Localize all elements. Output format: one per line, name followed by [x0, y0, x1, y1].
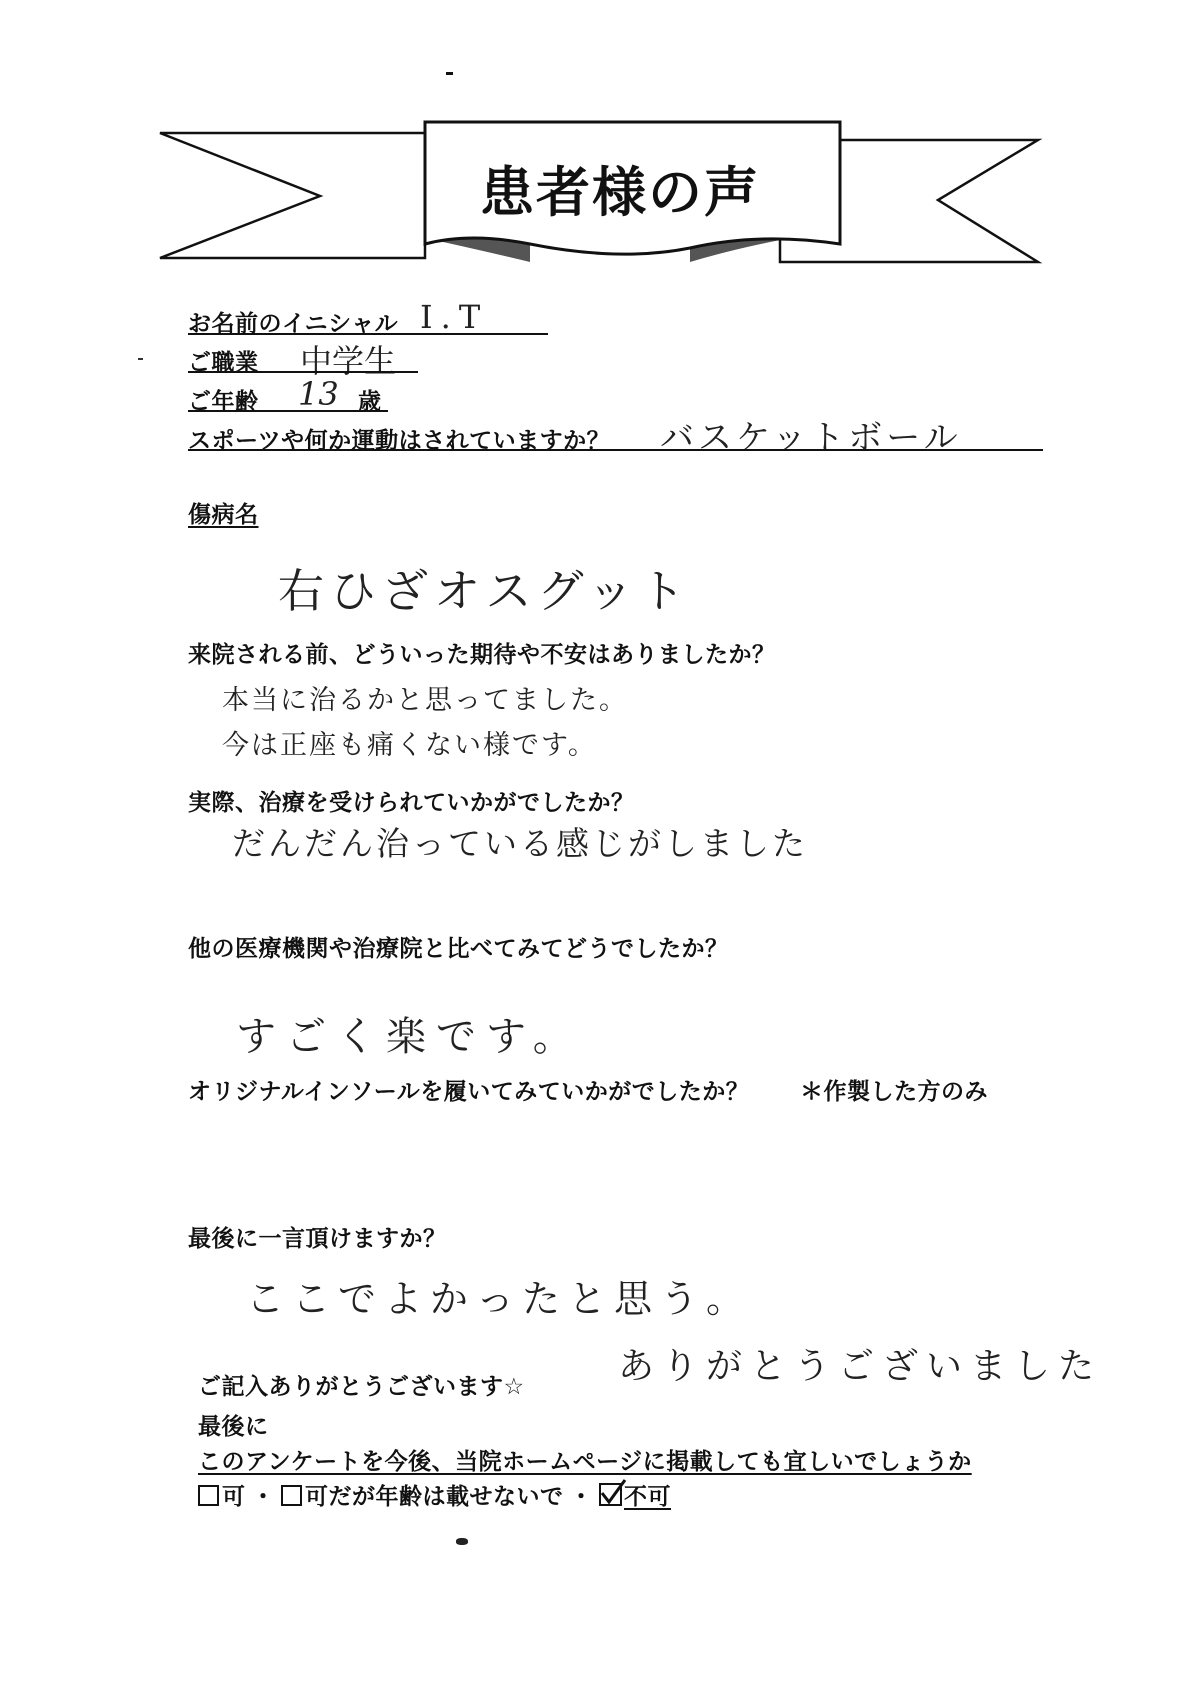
age-unit: 歳 — [358, 389, 382, 415]
checkbox-allow[interactable] — [198, 1485, 219, 1506]
age-underline — [188, 410, 388, 412]
scan-speck — [456, 1538, 468, 1545]
checkbox-allow-no-age[interactable] — [281, 1485, 302, 1506]
consent-options — [198, 1478, 671, 1511]
answer-comparison: すごく楽です。 — [236, 1014, 583, 1060]
consent-question: このアンケートを今後、当院ホームページに掲載しても宜しいでしょうか — [198, 1449, 972, 1475]
sports-label: スポーツや何か運動はされていますか？ — [188, 428, 611, 454]
sports-value: バスケットボール — [660, 418, 962, 458]
scan-speck — [138, 358, 143, 360]
occupation-value: 中学生 — [300, 342, 397, 380]
age-value: 13 — [298, 375, 339, 413]
question-last-word: 最後に一言頂けますか？ — [188, 1226, 447, 1252]
occupation-label: ご職業 — [188, 350, 259, 376]
answer-last-word-line1: ここでよかったと思う。 — [246, 1277, 753, 1321]
injury-value: 右ひざオスグット — [278, 564, 692, 618]
initials-value: I.T — [420, 298, 489, 336]
question-expectations: 来院される前、どういった期待や不安はありましたか？ — [188, 642, 776, 668]
question-treatment: 実際、治療を受けられていかがでしたか？ — [188, 790, 635, 816]
question-comparison: 他の医療機関や治療院と比べてみてどうでしたか？ — [188, 936, 729, 962]
final-label: 最後に — [198, 1414, 269, 1440]
initials-label: お名前のイニシャル — [188, 311, 399, 337]
checkbox-deny-checked[interactable] — [599, 1483, 622, 1506]
option-deny-label: 不可 — [624, 1484, 671, 1510]
answer-treatment: だんだん治っている感じがしました — [232, 824, 808, 863]
option-allow-label: 可 — [222, 1484, 246, 1510]
check-mark-icon — [599, 1477, 629, 1507]
option-separator: ・ — [251, 1484, 275, 1510]
option-allow-no-age-label: 可だが年齢は載せないで — [305, 1484, 564, 1510]
page-title: 患者様の声 — [480, 161, 760, 224]
initials-underline — [188, 333, 548, 335]
answer-expectations-line1: 本当に治るかと思ってました。 — [222, 685, 628, 716]
insole-note: ＊作製した方のみ — [800, 1079, 988, 1105]
thanks-text: ご記入ありがとうございます☆ — [198, 1374, 525, 1400]
question-insole: オリジナルインソールを履いてみていかがでしたか？ — [188, 1079, 750, 1105]
answer-expectations-line2: 今は正座も痛くない様です。 — [222, 730, 597, 761]
option-separator: ・ — [569, 1484, 593, 1510]
answer-last-word-line2: ありがとうございました — [618, 1346, 1103, 1387]
sports-underline — [188, 449, 1043, 451]
occupation-underline — [188, 371, 418, 373]
scan-speck — [446, 72, 453, 75]
age-label: ご年齢 — [188, 389, 259, 415]
injury-label: 傷病名 — [188, 502, 259, 528]
